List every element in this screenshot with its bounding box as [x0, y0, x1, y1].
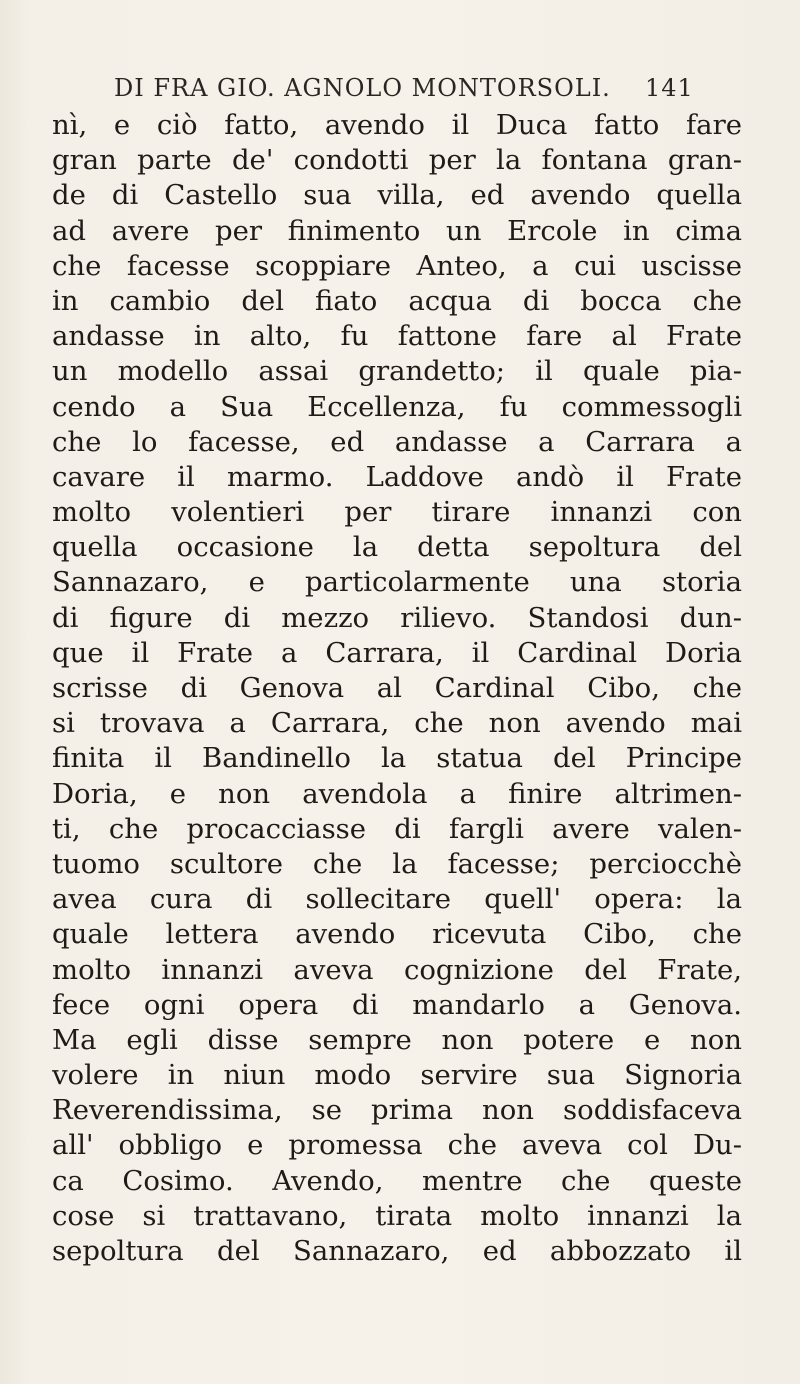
- text-line: Sannazaro, e particolarmente una storia: [52, 566, 742, 599]
- text-line: all' obbligo e promessa che aveva col Du-: [52, 1129, 742, 1162]
- text-line: avea cura di sollecitare quell' opera: la: [52, 883, 742, 916]
- text-line: andasse in alto, fu fattone fare al Frate: [52, 320, 742, 353]
- text-line: Doria, e non avendola a finire altrimen-: [52, 777, 742, 810]
- text-line: cendo a Sua Eccellenza, fu commessogli: [52, 390, 742, 423]
- text-line: cavare il marmo. Laddove andò il Frate: [52, 460, 742, 493]
- text-line: che lo facesse, ed andasse a Carrara a: [52, 425, 742, 458]
- text-line: nì, e ciò fatto, avendo il Duca fatto fare: [52, 109, 742, 141]
- text-line: scrisse di Genova al Cardinal Cibo, che: [52, 672, 742, 704]
- text-line: quale lettera avendo ricevuta Cibo, che: [52, 918, 742, 951]
- text-line: un modello assai grandetto; il quale pia-: [52, 355, 742, 388]
- running-title: DI FRA GIO. AGNOLO MONTORSOLI.: [114, 74, 611, 102]
- text-line: che facesse scoppiare Anteo, a cui uscisse: [52, 249, 742, 282]
- text-line: quella occasione la detta sepoltura del: [52, 531, 742, 564]
- text-line: gran parte de' condotti per la fontana gran-: [52, 144, 742, 177]
- text-line: in cambio del fiato acqua di bocca che: [52, 284, 742, 317]
- text-line: tuomo scultore che la facesse; perciocchè: [52, 847, 742, 880]
- text-line: ti, che procacciasse di fargli avere valen-: [52, 812, 742, 845]
- text-line: Reverendissima, se prima non soddisfaceva: [52, 1094, 742, 1127]
- text-line: que il Frate a Carrara, il Cardinal Doria: [52, 636, 742, 669]
- text-line: ad avere per finimento un Ercole in cima: [52, 214, 742, 247]
- page-number: 141: [645, 74, 694, 102]
- text-line: si trovava a Carrara, che non avendo mai: [52, 707, 742, 740]
- text-line: ca Cosimo. Avendo, mentre che queste: [52, 1164, 742, 1197]
- text-line: cose si trattavano, tirata molto innanzi la: [52, 1199, 742, 1232]
- text-line: di figure di mezzo rilievo. Standosi dun-: [52, 601, 742, 634]
- body-text: [52, 108, 742, 1269]
- text-line: sepoltura del Sannazaro, ed abbozzato il: [52, 1235, 742, 1267]
- text-line: molto innanzi aveva cognizione del Frate,: [52, 953, 742, 986]
- text-line: molto volentieri per tirare innanzi con: [52, 496, 742, 529]
- text-line: volere in niun modo servire sua Signoria: [52, 1059, 742, 1092]
- text-line: de di Castello sua villa, ed avendo quella: [52, 179, 742, 212]
- text-line: fece ogni opera di mandarlo a Genova.: [52, 988, 742, 1021]
- text-line: Ma egli disse sempre non potere e non: [52, 1023, 742, 1056]
- text-line: finita il Bandinello la statua del Principe: [52, 742, 742, 775]
